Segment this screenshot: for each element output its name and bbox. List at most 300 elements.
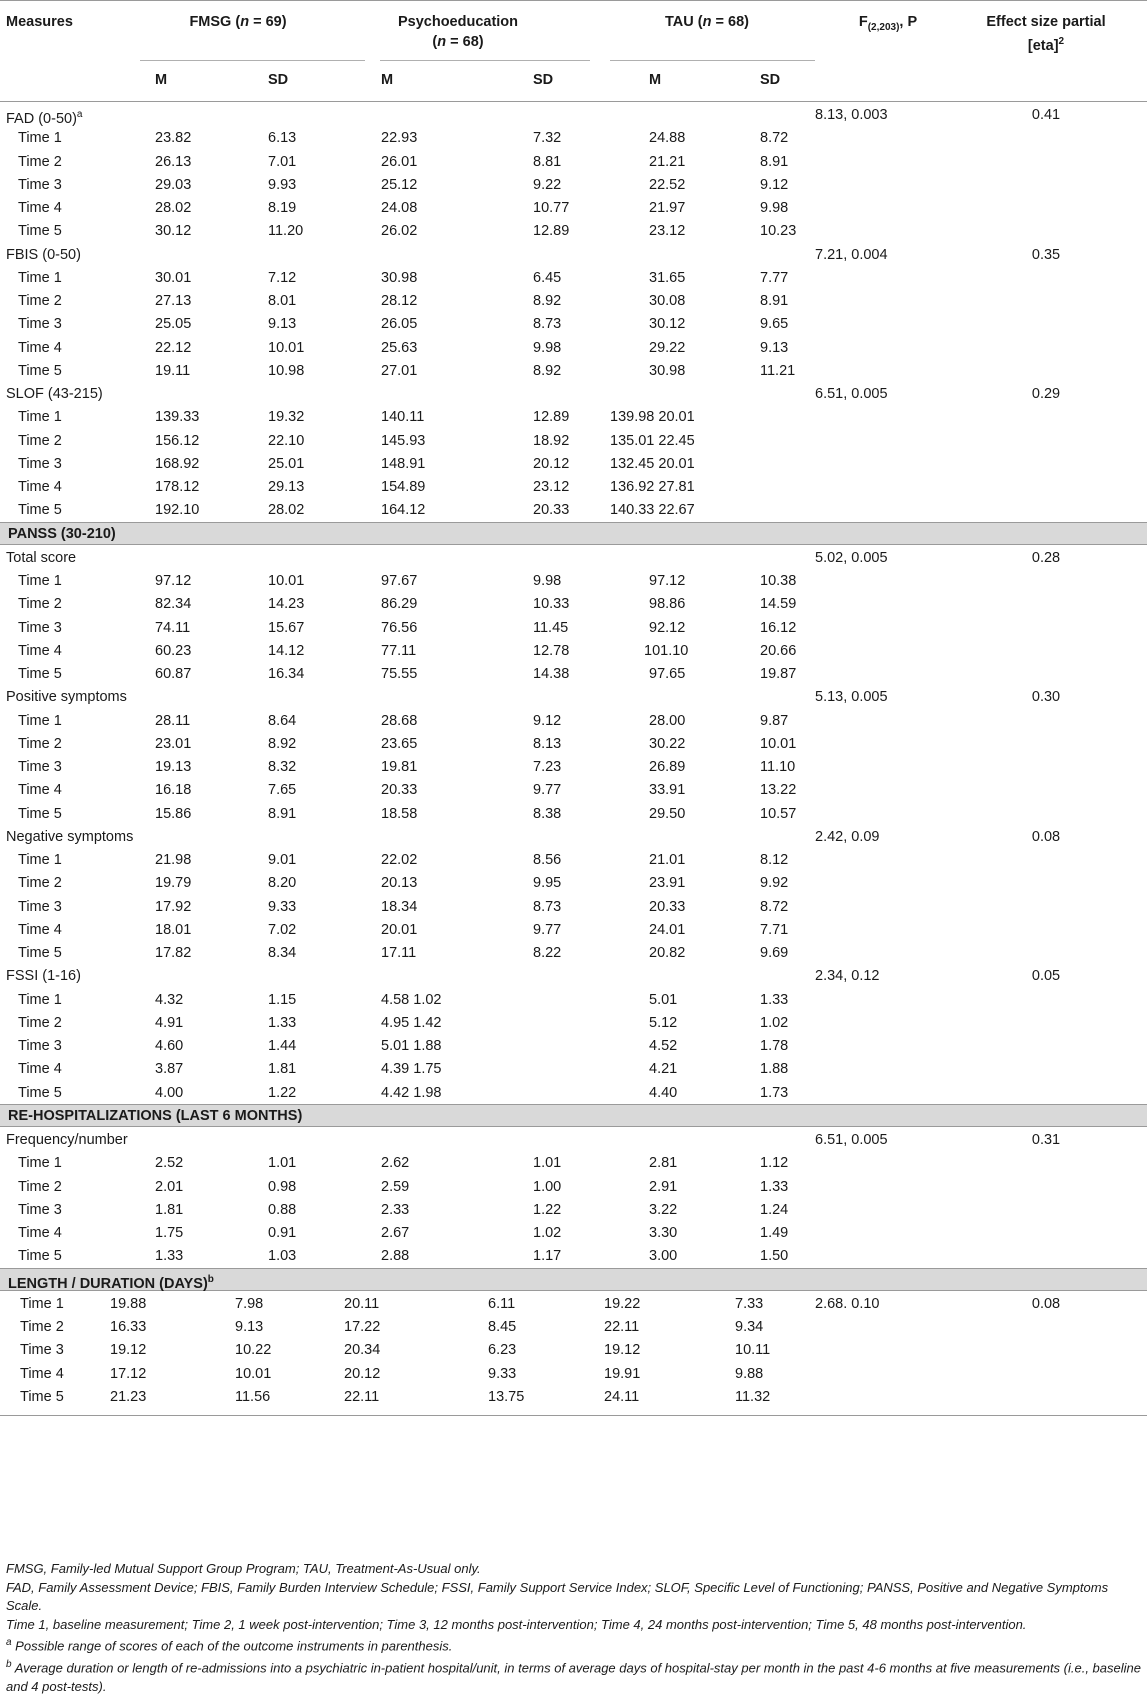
time-label: Time 5 (20, 1388, 64, 1405)
value-cell: 19.79 (155, 875, 192, 892)
time-label: Time 4 (18, 782, 62, 799)
time-label: Time 1 (18, 130, 62, 147)
value-cell: 16.12 (760, 619, 797, 636)
tau-underline (610, 60, 815, 61)
value-cell: 139.98 20.01 (610, 409, 695, 426)
value-cell: 1.50 (760, 1248, 789, 1265)
value-cell: 17.92 (155, 898, 192, 915)
value-cell: 22.11 (344, 1388, 380, 1405)
value-cell: 12.89 (533, 409, 570, 426)
value-cell: 9.33 (488, 1365, 517, 1382)
value-cell: 4.91 (155, 1014, 184, 1031)
value-cell: 25.01 (268, 455, 305, 472)
value-cell: 27.13 (155, 293, 192, 309)
value-cell: 25.63 (381, 339, 418, 356)
value-cell: 4.60 (155, 1038, 184, 1054)
psycho-underline (380, 60, 590, 61)
value-cell: 18.58 (381, 805, 418, 822)
value-cell: 4.32 (155, 991, 184, 1008)
value-cell: 1.03 (268, 1248, 297, 1265)
value-cell: 1.22 (533, 1201, 562, 1218)
value-cell: 8.38 (533, 805, 562, 822)
value-cell: 9.98 (533, 339, 562, 356)
value-cell: 14.12 (268, 642, 305, 659)
value-cell: 8.64 (268, 712, 297, 729)
value-cell: 9.33 (268, 898, 297, 915)
f-statistic: 2.68. 0.10 (815, 1295, 880, 1312)
effect-size: 0.31 (1031, 1132, 1061, 1148)
value-cell: 17.11 (381, 945, 417, 961)
value-cell: 2.62 (381, 1155, 410, 1172)
value-cell: 1.33 (760, 991, 789, 1008)
value-cell: 9.34 (735, 1319, 764, 1335)
value-cell: 8.92 (268, 735, 297, 752)
value-cell: 20.33 (381, 782, 418, 799)
value-cell: 28.00 (649, 712, 686, 729)
value-cell: 139.33 (155, 409, 200, 426)
value-cell: 4.95 1.42 (381, 1014, 442, 1031)
value-cell: 10.01 (268, 339, 305, 356)
value-cell: 2.01 (155, 1178, 184, 1195)
value-cell: 8.81 (533, 153, 562, 170)
value-cell: 8.13 (533, 735, 562, 752)
value-cell: 9.77 (533, 782, 562, 799)
value-cell: 17.82 (155, 945, 192, 961)
value-cell: 178.12 (155, 479, 200, 495)
time-label: Time 3 (18, 316, 62, 333)
value-cell: 136.92 27.81 (610, 479, 695, 495)
effect-size: 0.08 (1031, 1295, 1061, 1312)
value-cell: 8.92 (533, 293, 562, 309)
header-fmsg: FMSG (n = 69) (189, 14, 287, 30)
value-cell: 192.10 (155, 502, 200, 519)
f-statistic: 7.21, 0.004 (815, 246, 888, 263)
value-cell: 4.40 (649, 1084, 678, 1101)
time-label: Time 3 (18, 759, 62, 775)
value-cell: 1.00 (533, 1178, 562, 1195)
value-cell: 8.20 (268, 875, 297, 892)
value-cell: 101.10 (644, 642, 689, 659)
value-cell: 4.21 (649, 1061, 678, 1078)
value-cell: 11.20 (268, 223, 304, 240)
value-cell: 92.12 (649, 619, 686, 636)
value-cell: 31.65 (649, 269, 686, 286)
value-cell: 97.12 (649, 573, 686, 589)
value-cell: 4.00 (155, 1084, 184, 1101)
value-cell: 135.01 22.45 (610, 432, 695, 449)
value-cell: 17.22 (344, 1319, 381, 1335)
effect-size: 0.30 (1031, 689, 1061, 706)
value-cell: 7.33 (735, 1295, 764, 1312)
value-cell: 13.75 (488, 1388, 525, 1405)
header-effect-size: Effect size partial (986, 14, 1106, 30)
f-statistic: 5.13, 0.005 (815, 689, 888, 706)
value-cell: 23.12 (533, 479, 570, 495)
value-cell: 12.89 (533, 223, 570, 240)
section-band-label: RE-HOSPITALIZATIONS (LAST 6 MONTHS) (8, 1107, 303, 1124)
value-cell: 10.33 (533, 596, 570, 613)
value-cell: 23.01 (155, 735, 192, 752)
value-cell: 15.67 (268, 619, 305, 636)
value-cell: 20.12 (344, 1365, 381, 1382)
value-cell: 1.02 (533, 1225, 562, 1241)
value-cell: 97.67 (381, 573, 418, 589)
f-statistic: 6.51, 0.005 (815, 1132, 888, 1148)
top-rule (0, 0, 1147, 1)
value-cell: 7.77 (760, 269, 789, 286)
value-cell: 9.65 (760, 316, 789, 333)
bottom-rule (0, 1415, 1147, 1416)
value-cell: 12.78 (533, 642, 570, 659)
value-cell: 8.92 (533, 362, 562, 379)
time-label: Time 5 (18, 362, 62, 379)
time-label: Time 3 (18, 619, 62, 636)
value-cell: 19.88 (110, 1295, 147, 1312)
value-cell: 7.02 (268, 921, 297, 938)
value-cell: 20.11 (344, 1295, 380, 1312)
value-cell: 8.91 (268, 805, 297, 822)
value-cell: 27.01 (381, 362, 418, 379)
value-cell: 1.75 (155, 1225, 184, 1241)
value-cell: 3.22 (649, 1201, 678, 1218)
time-label: Time 1 (18, 852, 62, 868)
value-cell: 14.38 (533, 666, 570, 682)
value-cell: 10.01 (235, 1365, 272, 1382)
value-cell: 30.08 (649, 293, 686, 309)
value-cell: 1.33 (760, 1178, 789, 1195)
value-cell: 1.44 (268, 1038, 297, 1054)
value-cell: 11.21 (760, 362, 796, 379)
measure-label: FAD $(0-50)^a$ (6, 109, 83, 127)
value-cell: 8.45 (488, 1319, 517, 1335)
value-cell: 22.02 (381, 852, 418, 868)
time-label: Time 3 (18, 898, 62, 915)
value-cell: 2.52 (155, 1155, 184, 1172)
value-cell: 28.11 (155, 712, 191, 729)
value-cell: 11.45 (533, 619, 569, 636)
value-cell: 26.02 (381, 223, 418, 240)
header-sd: SD (533, 72, 554, 88)
value-cell: 10.77 (533, 200, 570, 216)
value-cell: 20.82 (649, 945, 686, 961)
value-cell: 28.02 (268, 502, 305, 519)
value-cell: 148.91 (381, 455, 426, 472)
table-notes (6, 1560, 1141, 1696)
note-footnote-b: $^b$ Average duration or length of re-admissions into a psychiatric in-patient hospital/unit, in terms of average days of hospital-stay per month in the past 4-6 months at five measurements (i.e., baseline and 4 post-tests). (6, 1658, 1141, 1694)
value-cell: 3.00 (649, 1248, 678, 1265)
value-cell: 8.32 (268, 759, 297, 775)
value-cell: 1.33 (155, 1248, 184, 1265)
value-cell: 21.98 (155, 852, 192, 868)
value-cell: 154.89 (381, 479, 426, 495)
value-cell: 0.98 (268, 1178, 297, 1195)
header-m: M (649, 72, 662, 88)
value-cell: 11.10 (760, 759, 796, 775)
value-cell: 29.03 (155, 176, 192, 193)
time-label: Time 4 (18, 200, 62, 216)
value-cell: 16.18 (155, 782, 192, 799)
value-cell: 8.72 (760, 898, 789, 915)
value-cell: 0.88 (268, 1201, 297, 1218)
value-cell: 8.19 (268, 200, 297, 216)
value-cell: 140.11 (381, 409, 425, 426)
value-cell: 30.98 (381, 269, 418, 286)
value-cell: 10.01 (760, 735, 797, 752)
value-cell: 29.13 (268, 479, 305, 495)
value-cell: 1.15 (268, 991, 297, 1008)
section-band-label: LENGTH / DURATION (DAYS)$^b$ (8, 1273, 214, 1292)
value-cell: 86.29 (381, 596, 418, 613)
value-cell: 20.12 (533, 455, 570, 472)
value-cell: 4.39 1.75 (381, 1061, 442, 1078)
value-cell: 9.12 (533, 712, 562, 729)
value-cell: 28.02 (155, 200, 192, 216)
value-cell: 7.65 (268, 782, 297, 799)
value-cell: 9.01 (268, 852, 297, 868)
time-label: Time 5 (18, 666, 62, 682)
value-cell: 10.98 (268, 362, 305, 379)
header-m: M (381, 72, 394, 88)
value-cell: 26.13 (155, 153, 192, 170)
value-cell: 30.12 (155, 223, 192, 240)
value-cell: 2.59 (381, 1178, 410, 1195)
time-label: Time 1 (18, 1155, 62, 1172)
measure-label: FBIS (0-50) (6, 246, 81, 263)
header-sd: SD (760, 72, 781, 88)
value-cell: 21.23 (110, 1388, 147, 1405)
value-cell: 1.01 (533, 1155, 562, 1172)
value-cell: 8.01 (268, 293, 297, 309)
value-cell: 1.78 (760, 1038, 789, 1054)
value-cell: 5.01 1.88 (381, 1038, 442, 1054)
time-label: Time 4 (18, 921, 62, 938)
value-cell: 20.01 (381, 921, 418, 938)
value-cell: 6.13 (268, 130, 297, 147)
time-label: Time 2 (18, 153, 62, 170)
value-cell: 4.42 1.98 (381, 1084, 442, 1101)
value-cell: 132.45 20.01 (610, 455, 695, 472)
value-cell: 25.12 (381, 176, 418, 193)
time-label: Time 2 (18, 596, 62, 613)
value-cell: 82.34 (155, 596, 192, 613)
value-cell: 75.55 (381, 666, 418, 682)
value-cell: 76.56 (381, 619, 418, 636)
value-cell: 11.56 (235, 1388, 271, 1405)
value-cell: 21.21 (649, 153, 686, 170)
value-cell: 26.01 (381, 153, 418, 170)
section-band-label: PANSS (30-210) (8, 525, 116, 542)
value-cell: 1.81 (155, 1201, 184, 1218)
time-label: Time 2 (18, 735, 62, 752)
time-label: Time 1 (18, 573, 62, 589)
value-cell: 30.12 (649, 316, 686, 333)
fmsg-underline (140, 60, 365, 61)
value-cell: 14.59 (760, 596, 797, 613)
value-cell: 145.93 (381, 432, 426, 449)
value-cell: 98.86 (649, 596, 686, 613)
value-cell: 23.91 (649, 875, 686, 892)
value-cell: 60.87 (155, 666, 192, 682)
measure-label: FSSI (1-16) (6, 968, 81, 985)
value-cell: 24.88 (649, 130, 686, 147)
value-cell: 19.22 (604, 1295, 641, 1312)
value-cell: 164.12 (381, 502, 426, 519)
value-cell: 140.33 22.67 (610, 502, 695, 519)
value-cell: 77.11 (381, 642, 417, 659)
value-cell: 20.13 (381, 875, 418, 892)
value-cell: 9.87 (760, 712, 789, 729)
f-statistic: 2.42, 0.09 (815, 828, 880, 845)
value-cell: 19.13 (155, 759, 192, 775)
value-cell: 6.23 (488, 1342, 517, 1359)
value-cell: 74.11 (155, 619, 191, 636)
value-cell: 10.22 (235, 1342, 272, 1359)
time-label: Time 5 (18, 1248, 62, 1265)
value-cell: 9.22 (533, 176, 562, 193)
value-cell: 30.01 (155, 269, 192, 286)
f-statistic: 6.51, 0.005 (815, 386, 888, 402)
value-cell: 19.12 (604, 1342, 641, 1359)
value-cell: 6.11 (488, 1295, 516, 1312)
effect-size: 0.28 (1031, 549, 1061, 566)
header-f-stat: $F_{(2,203)}$, P (858, 14, 918, 33)
value-cell: 23.65 (381, 735, 418, 752)
value-cell: 21.97 (649, 200, 686, 216)
value-cell: 1.49 (760, 1225, 789, 1241)
value-cell: 7.01 (268, 153, 297, 170)
value-cell: 28.12 (381, 293, 418, 309)
effect-size: 0.41 (1031, 107, 1061, 123)
time-label: Time 1 (20, 1295, 64, 1312)
value-cell: 9.13 (235, 1319, 264, 1335)
value-cell: 156.12 (155, 432, 200, 449)
value-cell: 15.86 (155, 805, 192, 822)
measure-label: Total score (6, 549, 77, 566)
time-label: Time 1 (18, 991, 62, 1008)
value-cell: 8.56 (533, 852, 562, 868)
value-cell: 3.30 (649, 1225, 678, 1241)
value-cell: 17.12 (110, 1365, 147, 1382)
value-cell: 24.11 (604, 1388, 640, 1405)
f-statistic: 2.34, 0.12 (815, 968, 880, 985)
value-cell: 8.91 (760, 153, 789, 170)
effect-size: 0.35 (1031, 246, 1061, 263)
value-cell: 30.22 (649, 735, 686, 752)
value-cell: 1.81 (268, 1061, 297, 1078)
note-time-points: Time 1, baseline measurement; Time 2, 1 week post-intervention; Time 3, 12 months post-intervention; Time 4, 24 months post-intervention; Time 5, 48 months post-intervention. (6, 1616, 1027, 1632)
time-label: Time 5 (18, 945, 62, 961)
value-cell: 8.91 (760, 293, 789, 309)
value-cell: 19.87 (760, 666, 797, 682)
value-cell: 9.93 (268, 176, 297, 193)
value-cell: 2.91 (649, 1178, 678, 1195)
value-cell: 11.32 (735, 1388, 771, 1405)
value-cell: 19.12 (110, 1342, 147, 1359)
effect-size: 0.08 (1031, 828, 1061, 845)
value-cell: 3.87 (155, 1061, 184, 1078)
value-cell: 6.45 (533, 269, 562, 286)
time-label: Time 5 (18, 502, 62, 519)
note-abbreviations-2: FAD, Family Assessment Device; FBIS, Family Burden Interview Schedule; FSSI, Family Support Service Index; SLOF, Specific Level of Functioning; PANSS, Positive and Negative Symptoms Scale. (6, 1579, 1109, 1613)
value-cell: 8.12 (760, 852, 789, 868)
value-cell: 16.34 (268, 666, 305, 682)
time-label: Time 4 (18, 479, 62, 495)
f-statistic: 5.02, 0.005 (815, 549, 888, 566)
value-cell: 23.82 (155, 130, 192, 147)
value-cell: 29.50 (649, 805, 686, 822)
value-cell: 4.58 1.02 (381, 991, 442, 1008)
section-band (0, 522, 1147, 545)
value-cell: 9.88 (735, 1365, 764, 1382)
value-cell: 7.71 (760, 921, 789, 938)
value-cell: 0.91 (268, 1225, 297, 1241)
value-cell: 33.91 (649, 782, 686, 799)
value-cell: 1.24 (760, 1201, 789, 1218)
header-psychoeducation-n: (n = 68) (432, 34, 484, 50)
time-label: Time 1 (18, 269, 62, 286)
value-cell: 24.01 (649, 921, 686, 938)
value-cell: 29.22 (649, 339, 686, 356)
value-cell: 10.38 (760, 573, 797, 589)
value-cell: 10.01 (268, 573, 305, 589)
measure-label: Frequency/number (6, 1132, 128, 1148)
value-cell: 1.73 (760, 1084, 789, 1101)
header-eta: [eta]$^2$ (1027, 36, 1065, 54)
value-cell: 18.01 (155, 921, 192, 938)
value-cell: 22.93 (381, 130, 418, 147)
header-m: M (155, 72, 168, 88)
effect-size: 0.05 (1031, 968, 1061, 985)
time-label: Time 5 (18, 805, 62, 822)
value-cell: 19.91 (604, 1365, 641, 1382)
time-label: Time 2 (18, 1178, 62, 1195)
value-cell: 2.33 (381, 1201, 410, 1218)
value-cell: 8.73 (533, 898, 562, 915)
value-cell: 28.68 (381, 712, 418, 729)
effect-size: 0.29 (1031, 386, 1061, 402)
value-cell: 30.98 (649, 362, 686, 379)
value-cell: 97.65 (649, 666, 686, 682)
value-cell: 4.52 (649, 1038, 678, 1054)
note-footnote-a: $^a$ Possible range of scores of each of the outcome instruments in parenthesis. (6, 1637, 453, 1654)
time-label: Time 3 (18, 1201, 62, 1218)
value-cell: 9.92 (760, 875, 789, 892)
time-label: Time 4 (18, 1225, 62, 1241)
value-cell: 1.12 (760, 1155, 789, 1172)
value-cell: 9.69 (760, 945, 789, 961)
header-tau: TAU (n = 68) (665, 14, 749, 30)
value-cell: 8.72 (760, 130, 789, 147)
value-cell: 25.05 (155, 316, 192, 333)
header-sd: SD (268, 72, 289, 88)
value-cell: 2.88 (381, 1248, 410, 1265)
value-cell: 8.34 (268, 945, 297, 961)
time-label: Time 2 (18, 293, 62, 309)
time-label: Time 5 (18, 1084, 62, 1101)
value-cell: 26.89 (649, 759, 686, 775)
time-label: Time 3 (20, 1342, 64, 1359)
value-cell: 7.12 (268, 269, 297, 286)
value-cell: 21.01 (649, 852, 686, 868)
value-cell: 18.92 (533, 432, 570, 449)
time-label: Time 2 (20, 1319, 64, 1335)
measure-label: Negative symptoms (6, 828, 134, 845)
value-cell: 9.13 (268, 316, 297, 333)
value-cell: 2.67 (381, 1225, 410, 1241)
value-cell: 60.23 (155, 642, 192, 659)
value-cell: 22.11 (604, 1319, 640, 1335)
measure-label: SLOF (43-215) (6, 386, 103, 402)
